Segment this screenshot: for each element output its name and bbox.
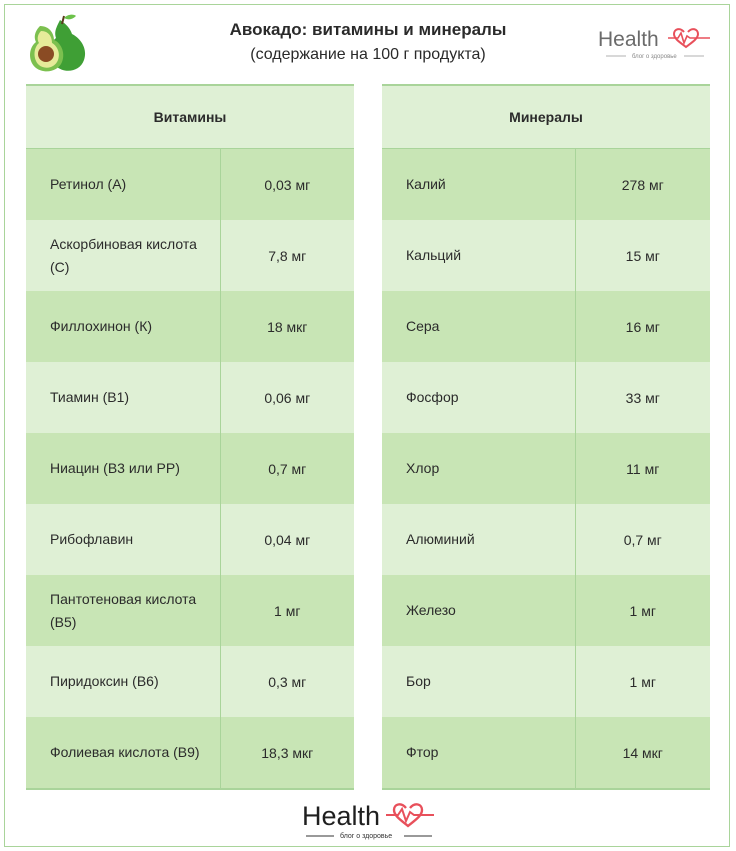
brand-name: Health [598, 28, 659, 51]
mineral-value: 15 мг [575, 220, 710, 291]
brand-name-bottom: Health [302, 801, 381, 831]
table-row [26, 717, 354, 789]
vitamin-value: 18,3 мкг [220, 717, 354, 789]
mineral-value: 0,7 мг [575, 504, 710, 575]
mineral-value: 278 мг [575, 149, 710, 221]
vitamin-name: Рибофлавин [26, 504, 220, 575]
brand-tagline-bottom: блог о здоровье [340, 833, 393, 840]
table-row [26, 362, 354, 433]
minerals-table [382, 84, 710, 790]
brand-logo-bottom [300, 798, 436, 840]
vitamin-value: 0,03 мг [220, 149, 354, 221]
table-row [26, 291, 354, 362]
table-row [26, 220, 354, 291]
vitamin-name: Фолиевая кислота (В9) [26, 717, 220, 789]
page-title: Авокадо: витамины и минералы [229, 20, 507, 39]
mineral-name: Калий [382, 149, 575, 221]
mineral-name: Фтор [382, 717, 575, 789]
brand-tagline: блог о здоровье [632, 54, 677, 60]
table-row [26, 433, 354, 504]
mineral-value: 1 мг [575, 575, 710, 646]
vitamin-name: Пиридоксин (В6) [26, 646, 220, 717]
vitamin-name: Ретинол (А) [26, 149, 220, 221]
table-row [26, 646, 354, 717]
table-row [382, 433, 710, 504]
mineral-name: Железо [382, 575, 575, 646]
vitamin-value: 0,3 мг [220, 646, 354, 717]
mineral-name: Кальций [382, 220, 575, 291]
mineral-value: 14 мкг [575, 717, 710, 789]
vitamin-name: Аскорбиновая кислота (С) [26, 220, 220, 291]
table-row [382, 149, 710, 221]
vitamin-name: Филлохинон (К) [26, 291, 220, 362]
mineral-name: Алюминий [382, 504, 575, 575]
brand-logo-top [598, 24, 712, 60]
table-row [382, 291, 710, 362]
vitamins-header: Витамины [26, 85, 354, 149]
minerals-header: Минералы [382, 85, 710, 149]
mineral-name: Хлор [382, 433, 575, 504]
table-row [382, 220, 710, 291]
vitamins-table [26, 84, 354, 790]
vitamin-name: Тиамин (В1) [26, 362, 220, 433]
vitamin-name: Ниацин (В3 или РР) [26, 433, 220, 504]
vitamin-value: 0,7 мг [220, 433, 354, 504]
page-subtitle: (содержание на 100 г продукта) [250, 46, 486, 63]
table-row [382, 717, 710, 789]
mineral-name: Бор [382, 646, 575, 717]
vitamin-value: 1 мг [220, 575, 354, 646]
mineral-value: 33 мг [575, 362, 710, 433]
table-row [382, 646, 710, 717]
table-row [26, 149, 354, 221]
vitamin-value: 7,8 мг [220, 220, 354, 291]
vitamin-value: 0,04 мг [220, 504, 354, 575]
vitamin-name: Пантотеновая кислота (В5) [26, 575, 220, 646]
table-row [382, 362, 710, 433]
mineral-value: 11 мг [575, 433, 710, 504]
vitamin-value: 0,06 мг [220, 362, 354, 433]
table-row [26, 504, 354, 575]
mineral-value: 16 мг [575, 291, 710, 362]
table-row [26, 575, 354, 646]
mineral-name: Фосфор [382, 362, 575, 433]
mineral-name: Сера [382, 291, 575, 362]
vitamin-value: 18 мкг [220, 291, 354, 362]
table-row [382, 504, 710, 575]
table-row [382, 575, 710, 646]
mineral-value: 1 мг [575, 646, 710, 717]
